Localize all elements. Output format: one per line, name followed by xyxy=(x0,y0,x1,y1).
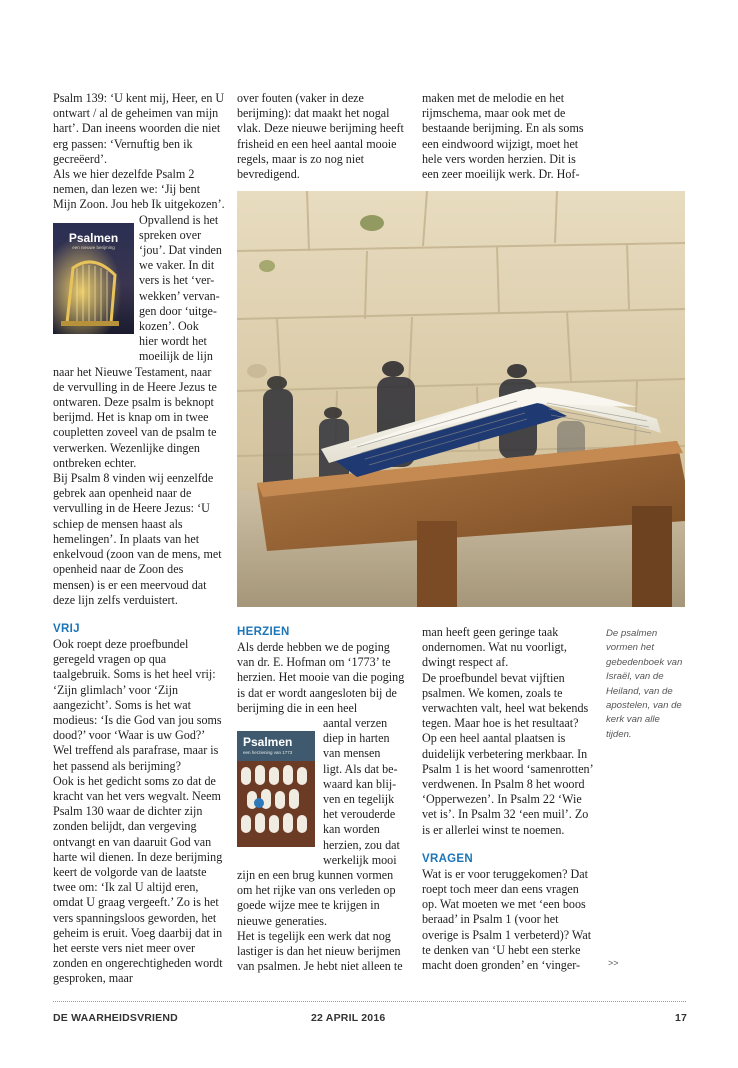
section-heading-vragen: VRAGEN xyxy=(422,852,474,865)
wrap-line: gen door ‘uitge- xyxy=(139,303,217,318)
paragraph: Als derde hebben we de poging van dr. E. Hofman om ‘1773’ te herzien. Het mooie van die poging is dat er wordt aangesloten bij de berijming die in een heel xyxy=(237,640,405,715)
wrap-line: van mensen xyxy=(323,746,381,761)
wrap-line: spreken over xyxy=(139,227,202,242)
wrap-line: het verouderde xyxy=(323,807,396,822)
paragraph: zijn en een brug kunnen vormen om het rijke van ons verleden op goede wijze mee te krijgen in nieuwe generaties. xyxy=(237,868,396,928)
cover-subtitle: een nieuwe berijming xyxy=(72,245,115,250)
wrap-line: hier wordt het xyxy=(139,334,207,349)
photo-illustration xyxy=(237,191,685,607)
column-3 xyxy=(422,625,594,973)
paragraph: Bij Psalm 8 vinden wij eenzelfde gebrek aan openheid naar de vervulling in de Heere Jezus: ‘U schiep de mensen haast als hemelingen’. In plaats van het enkelvoud (zoon van de mens, met openheid naar de Zoon des mensen) is er een meervoud dat deze lijn zelfs verduistert. xyxy=(53,471,222,607)
wrap-line: ligt. Als dat be- xyxy=(323,761,398,776)
wrap-line: aantal verzen xyxy=(323,716,388,731)
wrap-line: werkelijk mooi xyxy=(323,852,397,867)
wrap-line: moeilijk de lijn xyxy=(139,349,213,364)
paragraph: Psalm 139: ‘U kent mij, Heer, en U ontwart / al de geheimen van mijn hart’. Dan ineens woorden die niet erg passen: ‘Vernuftig ben ik gecreëerd’. xyxy=(53,91,225,166)
cover-title: Psalmen xyxy=(243,735,293,749)
cover-title: Psalmen xyxy=(68,231,119,245)
paragraph: De proefbundel bevat vijftien psalmen. We komen, zoals te verwachten valt, heel wat bekends tegen. Maar hoe is het resultaat? Op een heel aantal plaatsen is duidelijk verbetering merkbaar. In Psalm 1 is het woord ‘samenrotten’ verdwenen. In Psalm 8 het woord ‘Opperwezen’. In Psalm 22 ‘Wie vet is’. In Psalm 32 ‘een muil’. Zo is er allerlei winst te noemen. xyxy=(422,670,593,837)
continue-marker: >> xyxy=(608,958,619,968)
paragraph: over fouten (vaker in deze berijming): dat maakt het nogal vlak. Deze nieuwe berijming heeft frisheid en een heel aantal mooie regels, maar is zo nog niet bevredigend. xyxy=(237,91,404,182)
paragraph: Wat is er voor teruggekomen? Dat roept toch meer dan eens vragen op. Wat moeten we met ‘een boos beraad’ in Psalm 1 (voor het overige is Psalm 1 verbeterd)? Wat te denken van ‘U hebt een sterke macht doen gronden’ en ‘vinger- xyxy=(422,866,592,973)
cover-subtitle: een herziening van 1773 xyxy=(243,750,293,755)
paragraph: Het is tegelijk een werk dat nog lastiger is dan het nieuw berijmen van psalmen. Je hebt niet alleen te xyxy=(237,928,403,974)
footer-magazine-name: DE WAARHEIDSVRIEND xyxy=(53,1012,178,1024)
book-cover-harp xyxy=(53,223,134,334)
paragraph: man heeft geen geringe taak ondernomen. Wat nu voorligt, dwingt respect af. xyxy=(422,625,567,670)
paragraph: Ook is het gedicht soms zo dat de kracht van het vers wegvalt. Neem Psalm 130 waar de dichter zijn zonden belijdt, dan vergeving ontvangt en van daaruit God van harte wil dienen. In deze berijming keert de volgorde van de laatste twee om: ‘Ik zal U altijd eren, omdat U graag vergeeft.’ Zo is het vers spanningsloos geworden, het geheim is eruit. Voeg daarbij dat in het eerste vers niet meer over zonden en ongerechtigheden wordt gesproken, maar xyxy=(53,773,223,986)
wrap-line: diep in harten xyxy=(323,731,390,746)
wrap-line: ‘jou’. Dat vinden xyxy=(139,243,222,258)
photo-caption: De psalmen vormen het gebedenboek van Israël, van de Heiland, van de apostelen, van de kerk van alle tijden. xyxy=(606,628,683,740)
paragraph: Als we hier dezelfde Psalm 2 nemen, dan lezen we: ‘Jij bent Mijn Zoon. Jou heb Ik uitgekozen’. xyxy=(53,167,225,212)
wrap-line: ven en tegelijk xyxy=(323,792,395,807)
paragraph: maken met de melodie en het rijmschema, maar ook met de bestaande berijming. En als soms een eindwoord wijzigt, moet het hele vers worden herzien. Dit is een zeer moeilijk werk. Dr. Hof- xyxy=(422,91,584,182)
footer-divider xyxy=(53,1001,686,1002)
wrap-line: herzien, zou dat xyxy=(323,837,400,852)
page-number: 17 xyxy=(675,1012,688,1024)
wrap-line: Opvallend is het xyxy=(139,212,219,227)
western-wall-photo xyxy=(237,191,685,607)
footer-date: 22 APRIL 2016 xyxy=(311,1012,386,1024)
wrap-line: kozen’. Ook xyxy=(139,319,199,334)
column-2-top xyxy=(237,91,409,182)
section-heading-herzien: HERZIEN xyxy=(237,626,290,638)
column-3-top xyxy=(422,91,594,182)
paragraph: naar het Nieuwe Testament, naar de vervulling in de Heere Jezus te ontwaren. Deze psalm is beknopt berijmd. Het is knap om in twee coupletten zoveel van de psalm te verwerken. Wezenlijke dingen ontbreken echter. xyxy=(53,364,217,470)
wrap-line: waard kan blij- xyxy=(323,776,397,791)
wrap-line: wekken’ vervan- xyxy=(139,288,220,303)
wrap-line: we vaker. In dit xyxy=(139,258,215,273)
book-cover-organ xyxy=(237,731,315,847)
wrap-line: vers is het ‘ver- xyxy=(139,273,215,288)
paragraph: Ook roept deze proefbundel geregeld vragen op qua taalgebruik. Soms is het heel vrij: ‘Zijn glimlach’ voor ‘Zijn aangezicht’. Soms is het wat modieus: ‘Is die God van jou soms dood?’ voor ‘Waar is uw God?’ Wel treffend als parafrase, maar is het passend als berijming? xyxy=(53,636,222,773)
wrap-line: kan worden xyxy=(323,822,380,837)
section-heading-vrij: VRIJ xyxy=(53,622,80,635)
